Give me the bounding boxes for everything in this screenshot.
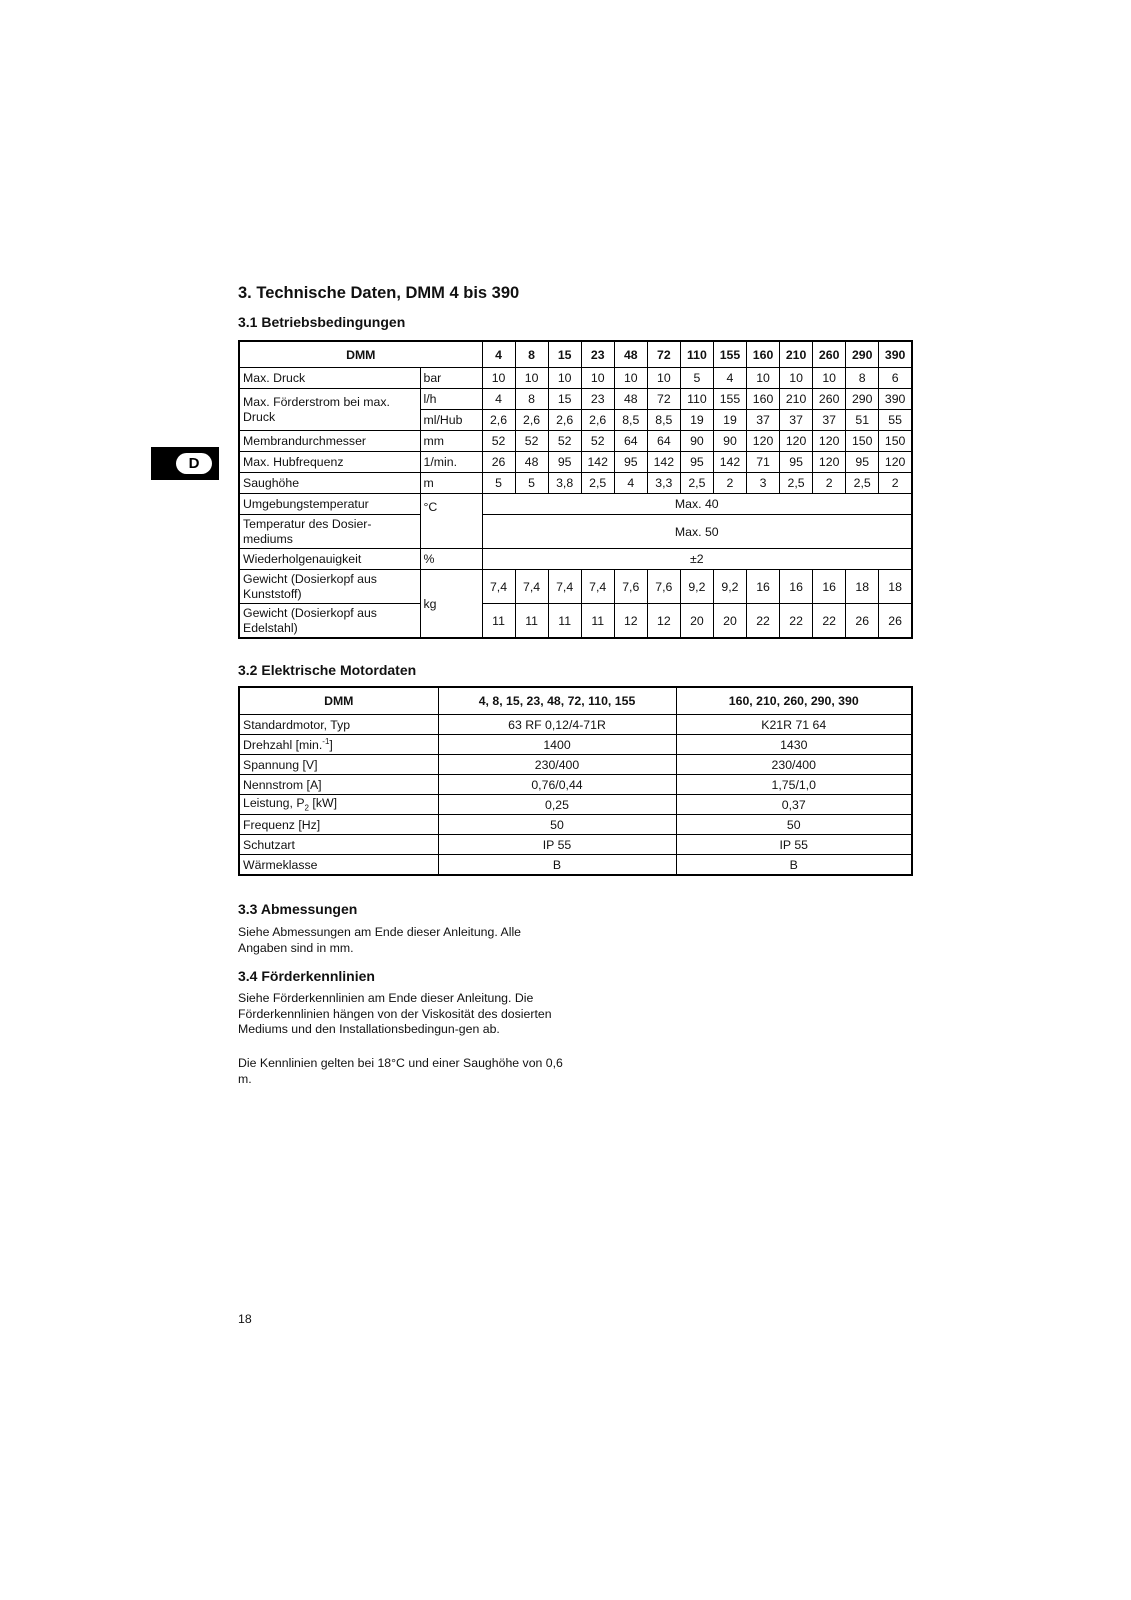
cell-value: 3,3 — [647, 473, 680, 494]
row-label: Saughöhe — [239, 473, 420, 494]
row-label: Temperatur des Dosier-mediums — [239, 515, 420, 549]
cell-value: 0,25 — [438, 795, 676, 815]
cell-value: 2 — [713, 473, 746, 494]
cell-value: 55 — [879, 410, 912, 431]
cell-value: 2 — [879, 473, 912, 494]
cell-value: 120 — [879, 452, 912, 473]
row-label: Max. Hubfrequenz — [239, 452, 420, 473]
cell-value: IP 55 — [438, 835, 676, 855]
cell-value: 10 — [647, 368, 680, 389]
row-label: Wiederholgenauigkeit — [239, 549, 420, 570]
dmm-header: DMM — [239, 687, 438, 715]
row-label: Membrandurchmesser — [239, 431, 420, 452]
cell-value: 7,6 — [647, 570, 680, 604]
cell-value: 52 — [581, 431, 614, 452]
cell-value: 7,4 — [548, 570, 581, 604]
cell-value: 10 — [614, 368, 647, 389]
table-row — [239, 431, 912, 452]
column-header: 4 — [482, 341, 515, 368]
cell-value: 2,5 — [680, 473, 713, 494]
label-end: ] — [329, 738, 333, 753]
column-header: 8 — [515, 341, 548, 368]
cell-value: 64 — [647, 431, 680, 452]
cell-value: 90 — [680, 431, 713, 452]
cell-value: 3 — [747, 473, 780, 494]
cell-value: 210 — [780, 389, 813, 410]
language-tab-label: D — [176, 453, 212, 474]
table-row — [239, 494, 912, 515]
row-label: Spannung [V] — [239, 755, 438, 775]
cell-value: 0,37 — [676, 795, 912, 815]
row-label — [239, 735, 438, 755]
column-header: 4, 8, 15, 23, 48, 72, 110, 155 — [438, 687, 676, 715]
cell-value: 48 — [614, 389, 647, 410]
cell-value: 142 — [581, 452, 614, 473]
cell-value: 51 — [846, 410, 879, 431]
cell-value: 26 — [482, 452, 515, 473]
cell-value: 64 — [614, 431, 647, 452]
curves-text-2: Die Kennlinien gelten bei 18°C und einer Saughöhe von 0,6 m. — [238, 1056, 563, 1086]
cell-value: 11 — [548, 604, 581, 639]
row-unit: kg — [420, 570, 482, 639]
table-header-row — [239, 341, 912, 368]
row-unit: mm — [420, 431, 482, 452]
table-row — [239, 795, 912, 815]
row-label: Schutzart — [239, 835, 438, 855]
cell-value: 10 — [813, 368, 846, 389]
row-label: Gewicht (Dosierkopf aus Edelstahl) — [239, 604, 420, 639]
cell-value: 5 — [482, 473, 515, 494]
cell-value: 10 — [780, 368, 813, 389]
cell-value: 230/400 — [438, 755, 676, 775]
row-unit: 1/min. — [420, 452, 482, 473]
dmm-header: DMM — [239, 341, 482, 368]
cell-value: 52 — [515, 431, 548, 452]
merged-value: ±2 — [482, 549, 912, 570]
cell-value: 37 — [780, 410, 813, 431]
cell-value: 8,5 — [647, 410, 680, 431]
cell-value: 22 — [780, 604, 813, 639]
cell-value: 2,6 — [482, 410, 515, 431]
column-header: 155 — [713, 341, 746, 368]
cell-value: 95 — [680, 452, 713, 473]
cell-value: 63 RF 0,12/4-71R — [438, 715, 676, 735]
cell-value: 120 — [747, 431, 780, 452]
page-number: 18 — [238, 1312, 252, 1326]
cell-value: 26 — [846, 604, 879, 639]
cell-value: 50 — [438, 815, 676, 835]
row-label: Max. Druck — [239, 368, 420, 389]
table-header-row — [239, 687, 912, 715]
row-unit: bar — [420, 368, 482, 389]
row-unit: ml/Hub — [420, 410, 482, 431]
merged-value: Max. 50 — [482, 515, 912, 549]
cell-value: 3,8 — [548, 473, 581, 494]
cell-value: 120 — [813, 452, 846, 473]
table-row — [239, 473, 912, 494]
cell-value: 2,6 — [548, 410, 581, 431]
table-row — [239, 570, 912, 604]
row-label: Gewicht (Dosierkopf aus Kunststoff) — [239, 570, 420, 604]
column-header: 110 — [680, 341, 713, 368]
cell-value: 18 — [846, 570, 879, 604]
cell-value: 230/400 — [676, 755, 912, 775]
table-row — [239, 515, 912, 549]
cell-value: 2,5 — [780, 473, 813, 494]
cell-value: 8 — [846, 368, 879, 389]
row-label: Standardmotor, Typ — [239, 715, 438, 735]
cell-value: 72 — [647, 389, 680, 410]
cell-value: 37 — [813, 410, 846, 431]
cell-value: 9,2 — [680, 570, 713, 604]
row-label: Umgebungstemperatur — [239, 494, 420, 515]
cell-value: 5 — [515, 473, 548, 494]
cell-value: 150 — [846, 431, 879, 452]
page-heading: 3. Technische Daten, DMM 4 bis 390 — [238, 284, 520, 302]
motor-data-table — [238, 686, 913, 876]
table-row — [239, 855, 912, 876]
cell-value: 11 — [482, 604, 515, 639]
cell-value: 160 — [747, 389, 780, 410]
cell-value: 22 — [747, 604, 780, 639]
row-unit: l/h — [420, 389, 482, 410]
cell-value: 1,75/1,0 — [676, 775, 912, 795]
cell-value: 290 — [846, 389, 879, 410]
column-header: 260 — [813, 341, 846, 368]
cell-value: 142 — [713, 452, 746, 473]
table-row — [239, 775, 912, 795]
table-row — [239, 755, 912, 775]
cell-value: 48 — [515, 452, 548, 473]
cell-value: 16 — [780, 570, 813, 604]
cell-value: 4 — [482, 389, 515, 410]
cell-value: 2,5 — [846, 473, 879, 494]
cell-value: 23 — [581, 389, 614, 410]
table-row — [239, 368, 912, 389]
row-unit: m — [420, 473, 482, 494]
cell-value: 4 — [713, 368, 746, 389]
column-header: 160 — [747, 341, 780, 368]
table-row — [239, 389, 912, 410]
cell-value: 10 — [581, 368, 614, 389]
cell-value: 20 — [713, 604, 746, 639]
operating-conditions-table — [238, 340, 913, 639]
cell-value: IP 55 — [676, 835, 912, 855]
row-unit: % — [420, 549, 482, 570]
cell-value: 390 — [879, 389, 912, 410]
cell-value: 8 — [515, 389, 548, 410]
cell-value: 10 — [747, 368, 780, 389]
cell-value: 52 — [548, 431, 581, 452]
row-label: Frequenz [Hz] — [239, 815, 438, 835]
cell-value: 12 — [647, 604, 680, 639]
cell-value: 120 — [780, 431, 813, 452]
cell-value: 9,2 — [713, 570, 746, 604]
cell-value: 18 — [879, 570, 912, 604]
column-header: 160, 210, 260, 290, 390 — [676, 687, 912, 715]
cell-value: 4 — [614, 473, 647, 494]
cell-value: 2,6 — [581, 410, 614, 431]
label-text: Drehzahl [min. — [243, 738, 323, 753]
section-title-3-4: 3.4 Förderkennlinien — [238, 968, 375, 984]
column-header: 48 — [614, 341, 647, 368]
cell-value: 1430 — [676, 735, 912, 755]
table-row — [239, 735, 912, 755]
cell-value: 110 — [680, 389, 713, 410]
row-label: Max. Förderstrom bei max. Druck — [239, 389, 420, 431]
cell-value: 142 — [647, 452, 680, 473]
row-label: Wärmeklasse — [239, 855, 438, 876]
row-unit: °C — [420, 494, 482, 549]
label-sup: -1 — [322, 736, 330, 746]
row-label — [239, 795, 438, 815]
cell-value: 20 — [680, 604, 713, 639]
column-header: 15 — [548, 341, 581, 368]
column-header: 210 — [780, 341, 813, 368]
cell-value: 2,6 — [515, 410, 548, 431]
table-row — [239, 815, 912, 835]
cell-value: 90 — [713, 431, 746, 452]
cell-value: 19 — [680, 410, 713, 431]
table-row — [239, 835, 912, 855]
cell-value: 7,4 — [482, 570, 515, 604]
cell-value: 2 — [813, 473, 846, 494]
label-sub: 2 — [304, 803, 309, 813]
cell-value: 7,6 — [614, 570, 647, 604]
cell-value: 16 — [747, 570, 780, 604]
cell-value: 10 — [548, 368, 581, 389]
table-row — [239, 604, 912, 639]
cell-value: 10 — [515, 368, 548, 389]
cell-value: 10 — [482, 368, 515, 389]
label-text: Leistung, P — [243, 796, 305, 811]
cell-value: 0,76/0,44 — [438, 775, 676, 795]
cell-value: 1400 — [438, 735, 676, 755]
cell-value: 22 — [813, 604, 846, 639]
cell-value: 26 — [879, 604, 912, 639]
label-end: [kW] — [308, 796, 337, 811]
table-row — [239, 715, 912, 735]
language-tab — [151, 447, 219, 480]
cell-value: 11 — [581, 604, 614, 639]
dimensions-text: Siehe Abmessungen am Ende dieser Anleitung. Alle Angaben sind in mm. — [238, 925, 522, 955]
cell-value: 15 — [548, 389, 581, 410]
cell-value: 150 — [879, 431, 912, 452]
cell-value: 71 — [747, 452, 780, 473]
section-title-3-2: 3.2 Elektrische Motordaten — [238, 662, 417, 678]
cell-value: 120 — [813, 431, 846, 452]
cell-value: 11 — [515, 604, 548, 639]
cell-value: 19 — [713, 410, 746, 431]
cell-value: 5 — [680, 368, 713, 389]
cell-value: 6 — [879, 368, 912, 389]
cell-value: 95 — [846, 452, 879, 473]
section-title-3-1: 3.1 Betriebsbedingungen — [238, 314, 406, 330]
column-header: 23 — [581, 341, 614, 368]
curves-text-1: Siehe Förderkennlinien am Ende dieser Anleitung. Die Förderkennlinien hängen von der Viskosität des dosierten Mediums und den Installationsbedingun-gen ab. — [238, 991, 552, 1036]
cell-value: B — [676, 855, 912, 876]
merged-value: Max. 40 — [482, 494, 912, 515]
cell-value: 16 — [813, 570, 846, 604]
cell-value: 37 — [747, 410, 780, 431]
column-header: 72 — [647, 341, 680, 368]
cell-value: B — [438, 855, 676, 876]
cell-value: 95 — [548, 452, 581, 473]
cell-value: 7,4 — [581, 570, 614, 604]
cell-value: 8,5 — [614, 410, 647, 431]
table-row — [239, 452, 912, 473]
table-row — [239, 549, 912, 570]
cell-value: 50 — [676, 815, 912, 835]
cell-value: 260 — [813, 389, 846, 410]
cell-value: 2,5 — [581, 473, 614, 494]
cell-value: 52 — [482, 431, 515, 452]
cell-value: K21R 71 64 — [676, 715, 912, 735]
cell-value: 7,4 — [515, 570, 548, 604]
row-label: Nennstrom [A] — [239, 775, 438, 795]
column-header: 390 — [879, 341, 912, 368]
cell-value: 12 — [614, 604, 647, 639]
cell-value: 155 — [713, 389, 746, 410]
column-header: 290 — [846, 341, 879, 368]
section-title-3-3: 3.3 Abmessungen — [238, 901, 358, 917]
cell-value: 95 — [614, 452, 647, 473]
cell-value: 95 — [780, 452, 813, 473]
